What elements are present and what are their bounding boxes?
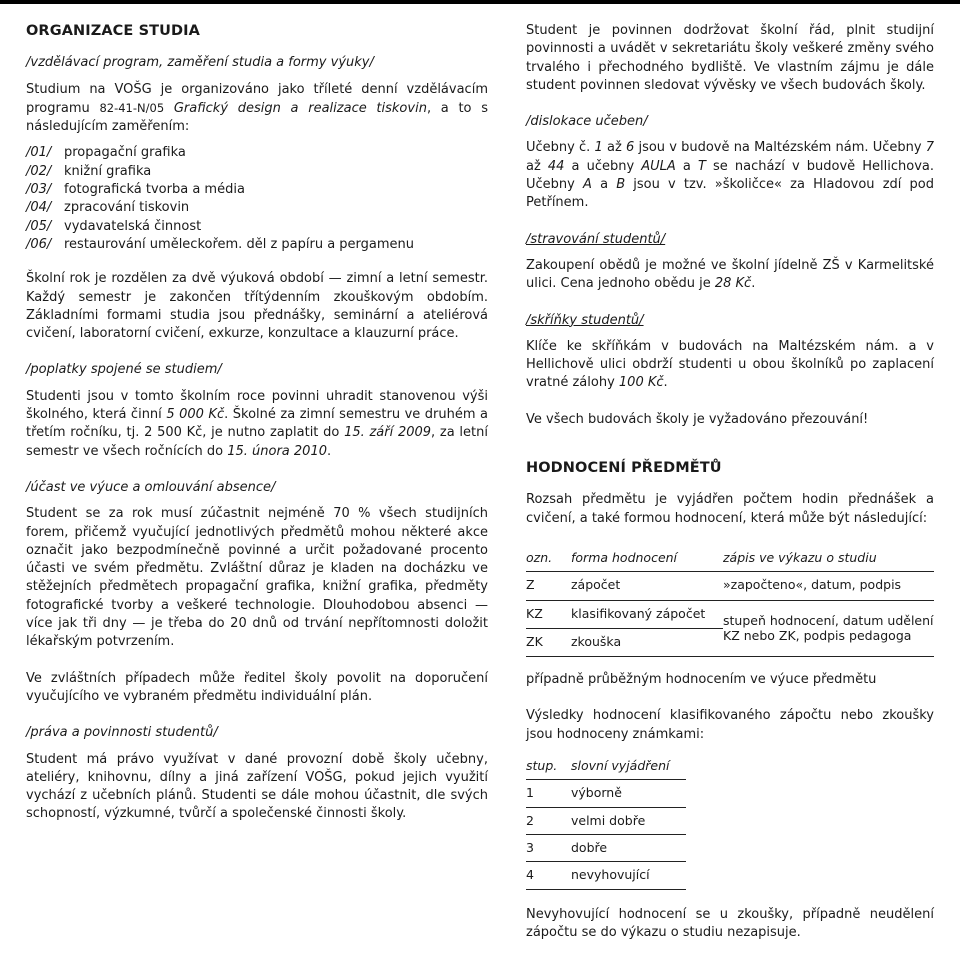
lockers-text: Klíče ke skříňkám v budovách na Maltézském nám. a v Hellichově ulici obdrží studenti u obou školníků po zaplacení vratné zálohy xyxy=(526,338,934,391)
rooms-text: a xyxy=(591,177,617,193)
subheading-fees: /poplatky spojené se studiem/ xyxy=(26,362,222,378)
locker-deposit: 100 Kč xyxy=(618,375,664,391)
column-header-record: zápis ve výkazu o studiu xyxy=(723,546,934,572)
rights-paragraph: Student má právo využívat v dané provozní době školy učebny, ateliéry, knihovnu, dílny a jiná zařízení VOŠG, pokud jejich využití vychází z učebních plánů. Studenti se dále mohou účastnit, dle svých schopností, výzkumné, tvůrčí a společenské činnosti školy. xyxy=(26,751,488,822)
cell-form: zápočet xyxy=(571,572,723,600)
intro-space xyxy=(164,101,174,116)
fees-paragraph xyxy=(26,388,488,461)
room-number: 44 xyxy=(547,158,565,174)
meal-price: 28 Kč xyxy=(714,276,752,292)
lockers-paragraph xyxy=(526,338,934,393)
cell-grade: 4 xyxy=(526,862,571,889)
left-column xyxy=(26,22,488,842)
cell-label: výborně xyxy=(571,780,686,807)
item-label: vydavatelská činnost xyxy=(64,218,202,234)
grading-intro: Rozsah předmětu je vyjádřen počtem hodin přednášek a cvičení, a také formou hodnocení, která může být následující: xyxy=(526,492,934,526)
cell-form: zkouška xyxy=(571,628,723,656)
fees-deadline-winter: 15. září 2009 xyxy=(344,425,432,441)
cell-label: velmi dobře xyxy=(571,807,686,834)
fees-text: . Školné za zimní semestru ve druhém a třetím ročníku, tj. 2 500 Kč, je nutno zaplatit do xyxy=(26,407,488,441)
list-item xyxy=(26,181,488,199)
attendance-paragraph: Student se za rok musí zúčastnit nejméně 70 % všech studijních forem, přičemž vyučující jednotlivých předmětů mohou některé akce označit jako bezpodmínečně povinné a určit požadované procento účasti ve svém předmětu. Zvláštní důraz je kladen na docházku ve stěžejních předmětech propagační grafika, knižní grafika, předměty fotografické tvorby a veškeré technologie. Dlouhodobou absenci — více jak tři dny — je třeba do 20 dnů od trvání nepřítomnosti doložit lékařským potvrzením. xyxy=(26,506,488,650)
rooms-text: Učebny č. xyxy=(526,140,595,156)
room-name: AULA xyxy=(641,158,676,174)
item-label: propagační grafika xyxy=(64,145,186,161)
intro-text-end: , a to s následujícím zaměřením: xyxy=(26,100,488,135)
cell-form: klasifikovaný zápočet xyxy=(571,600,723,628)
rooms-text: až xyxy=(602,140,626,156)
subheading-rooms: /dislokace učeben/ xyxy=(526,114,648,130)
list-item xyxy=(26,218,488,236)
cell-code: Z xyxy=(526,572,571,600)
fees-text: Studenti jsou v tomto školním roce povinni uhradit stanovenou výši školného, která činní xyxy=(26,388,488,423)
intro-text: Studium na VOŠG je organizováno jako tříleté denní vzdělávacím programu xyxy=(26,81,488,116)
right-column xyxy=(526,22,934,960)
marks-table xyxy=(526,754,686,889)
item-number: /03/ xyxy=(26,182,52,198)
room-name: T xyxy=(697,158,706,174)
meals-paragraph xyxy=(526,257,934,294)
item-number: /06/ xyxy=(26,236,52,252)
cell-label: nevyhovující xyxy=(571,862,686,889)
table-row xyxy=(526,572,934,600)
item-number: /04/ xyxy=(26,200,52,216)
subheading-meals: /stravování studentů/ xyxy=(526,231,666,247)
cell-code: ZK xyxy=(526,628,571,656)
program-name: Grafický design a realizace tiskovin xyxy=(173,100,427,116)
duties-paragraph: Student je povinnen dodržovat školní řád, plnit studijní povinnosti a uvádět v sekretariátu školy veškeré změny svého trvalého i přechodného bydliště. Ve vlastním zájmu je dále student povinnen sledovat vývěsky ve všech budovách školy. xyxy=(526,23,934,93)
rooms-text-end: jsou v tzv. »školičce« za Hladovou zdí pod Petřínem. xyxy=(526,177,935,211)
table-header-row xyxy=(526,754,686,780)
rooms-text: a xyxy=(675,158,698,174)
section-title-organization: ORGANIZACE STUDIA xyxy=(26,23,200,39)
slippers-note: Ve všech budovách školy je vyžadováno přezouvání! xyxy=(526,411,869,427)
program-code: 82-41-N/05 xyxy=(99,100,165,115)
list-item xyxy=(26,236,488,254)
rooms-text: jsou v budově na Maltézském nám. Učebny xyxy=(634,140,926,156)
item-number: /02/ xyxy=(26,163,52,179)
column-header-grade: stup. xyxy=(526,754,571,780)
item-label: fotografická tvorba a média xyxy=(64,182,245,198)
fees-deadline-summer: 15. února 2010 xyxy=(227,443,327,459)
list-item xyxy=(26,144,488,162)
item-number: /01/ xyxy=(26,145,52,161)
rooms-paragraph xyxy=(526,139,934,212)
continuous-assessment-note: případně průběžným hodnocením ve výuce předmětu xyxy=(526,672,877,688)
room-number: 1 xyxy=(594,140,603,156)
subheading-attendance: /účast ve výuce a omlouvání absence/ xyxy=(26,479,276,495)
intro-paragraph xyxy=(26,81,488,137)
rooms-text: až xyxy=(526,158,548,174)
fail-note: Nevyhovující hodnocení se u zkoušky, případně neudělení zápočtu se do výkazu o studiu nezapisuje. xyxy=(526,906,934,940)
top-rule xyxy=(0,0,960,4)
table-row xyxy=(526,600,934,628)
room-number: 6 xyxy=(625,140,635,156)
room-number: 7 xyxy=(925,140,935,156)
lockers-text-end: . xyxy=(663,375,668,391)
cell-label: dobře xyxy=(571,834,686,861)
item-label: knižní grafika xyxy=(64,163,152,179)
cell-grade: 1 xyxy=(526,780,571,807)
section-title-grading: HODNOCENÍ PŘEDMĚTŮ xyxy=(526,460,722,477)
specialization-list xyxy=(26,144,488,254)
subheading-program: /vzdělávací program, zaměření studia a formy výuky/ xyxy=(26,55,374,71)
meals-text-end: . xyxy=(751,276,756,292)
cell-record-merged: stupeň hodnocení, datum udělení KZ nebo ZK, podpis pedagoga xyxy=(723,600,934,657)
cell-grade: 2 xyxy=(526,807,571,834)
school-year-paragraph: Školní rok je rozdělen za dvě výuková období — zimní a letní semestr. Každý semestr je zakončen třítýdenním zkouškovým obdobím. Základními formami studia jsou přednášky, seminární a ateliérová cvičení, laboratorní cvičení, exkurze, konzultace a klauzurní práce. xyxy=(26,271,488,342)
room-name: A xyxy=(583,177,592,193)
rooms-text: se nachází v budově Hellichova. Učebny xyxy=(526,158,935,193)
cell-code: KZ xyxy=(526,600,571,628)
table-row xyxy=(526,834,686,861)
cell-record: »započteno«, datum, podpis xyxy=(723,572,934,600)
special-cases-paragraph: Ve zvláštních případech může ředitel školy povolit na doporučení vyučujícího ve vybraném předmětu individuální plán. xyxy=(26,670,488,704)
item-number: /05/ xyxy=(26,218,52,234)
table-row xyxy=(526,780,686,807)
table-row xyxy=(526,862,686,889)
table-header-row xyxy=(526,546,934,572)
subheading-rights: /práva a povinnosti studentů/ xyxy=(26,725,218,741)
fees-text: , za letní semestr ve všech ročnících do xyxy=(26,425,488,459)
column-header-label: slovní vyjádření xyxy=(571,754,686,780)
rooms-text: a učebny xyxy=(564,158,642,174)
item-label: zpracování tiskovin xyxy=(64,200,190,216)
list-item xyxy=(26,199,488,217)
item-label: restaurování uměleckořem. děl z papíru a pergamenu xyxy=(64,236,415,252)
cell-grade: 3 xyxy=(526,834,571,861)
fees-amount: 5 000 Kč xyxy=(166,407,225,423)
meals-text: Zakoupení obědů je možné ve školní jídelně ZŠ v Karmelitské ulici. Cena jednoho obědu je xyxy=(526,257,934,292)
list-item xyxy=(26,163,488,181)
column-header-form: forma hodnocení xyxy=(571,546,723,572)
table-row xyxy=(526,807,686,834)
grading-table xyxy=(526,546,934,657)
room-name: B xyxy=(616,177,626,193)
column-header-code: ozn. xyxy=(526,546,571,572)
marks-intro: Výsledky hodnocení klasifikovaného zápočtu nebo zkoušky jsou hodnoceny známkami: xyxy=(526,708,934,742)
subheading-lockers: /skříňky studentů/ xyxy=(526,312,644,328)
fees-text-end: . xyxy=(327,443,332,459)
